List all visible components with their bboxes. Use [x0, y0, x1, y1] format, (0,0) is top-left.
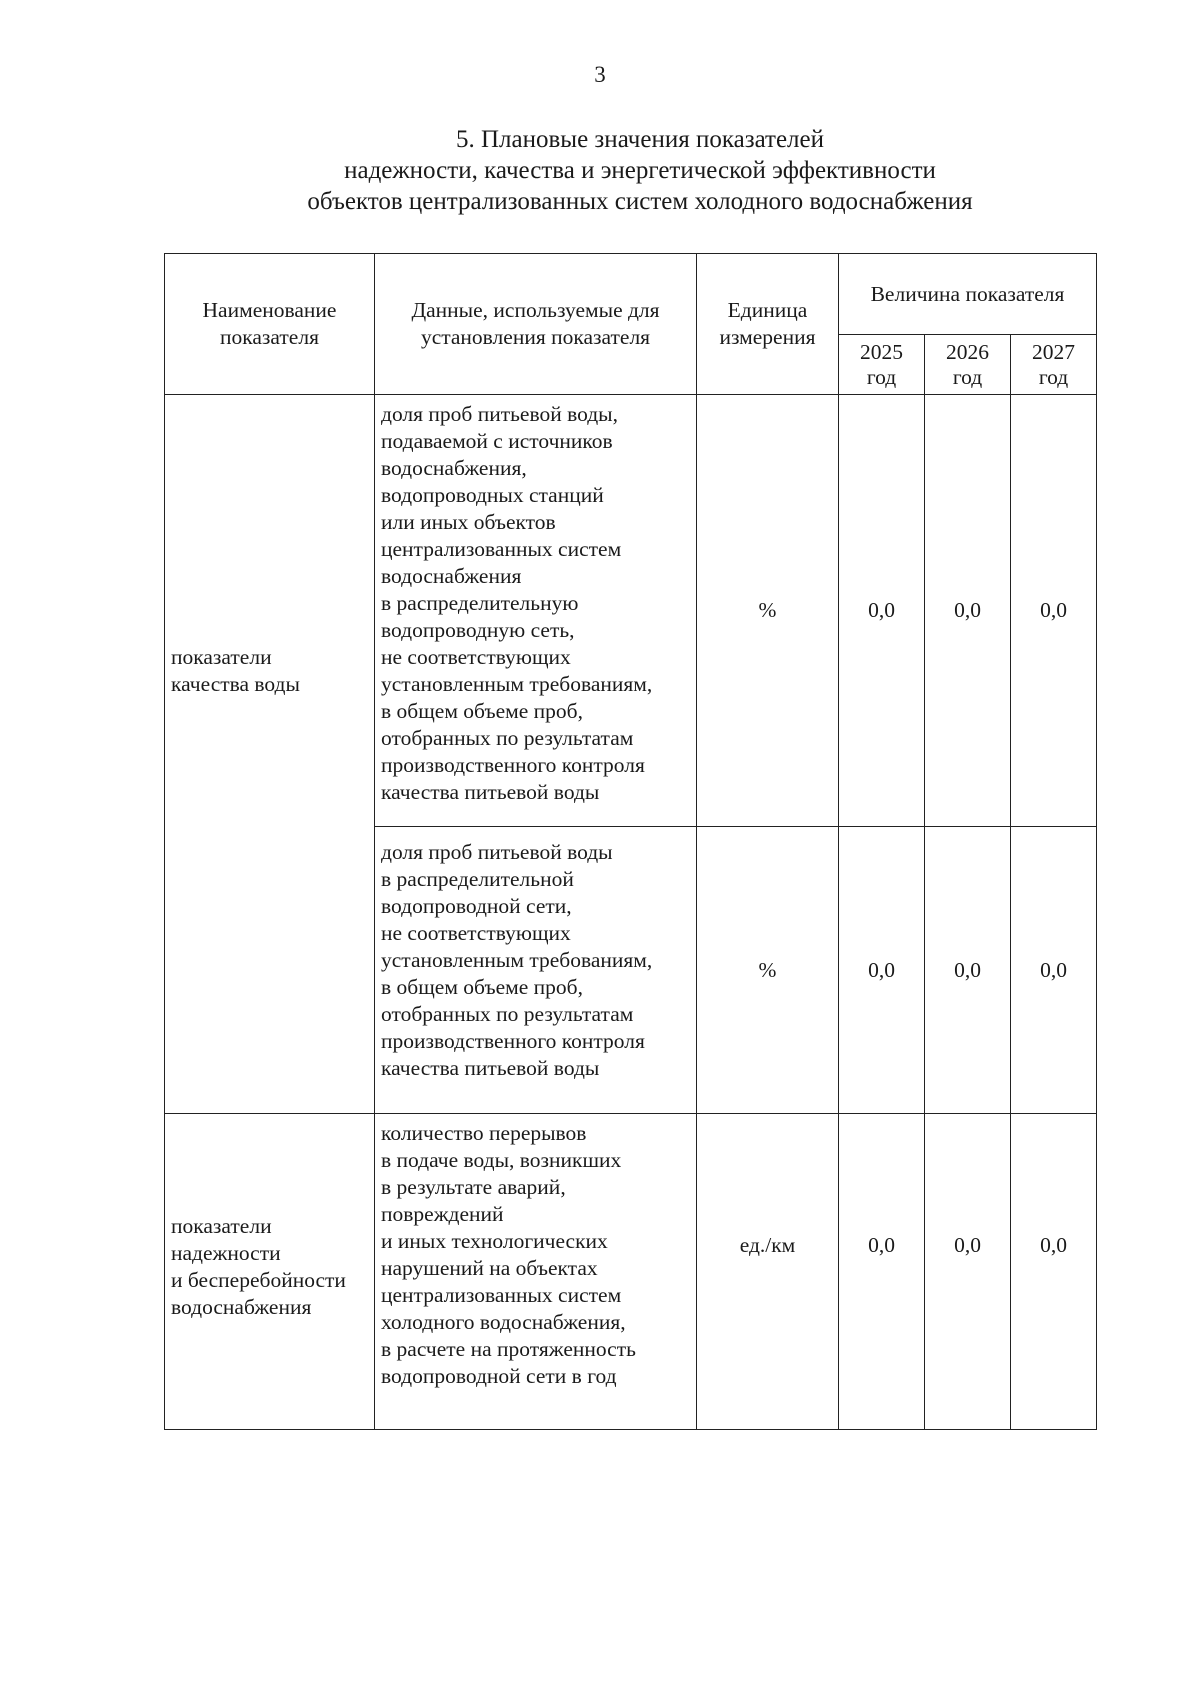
table-row — [165, 395, 1097, 827]
value-text: 0,0 — [1040, 1232, 1067, 1257]
value-2026: 0,0 — [925, 827, 1011, 1114]
data-line: отобранных по результатам — [381, 1002, 634, 1026]
value-2025: 0,0 — [839, 395, 925, 827]
data-line: в расчете на протяженность — [381, 1337, 636, 1361]
value-text: 0,0 — [954, 1232, 981, 1257]
header-row — [165, 254, 1097, 335]
data-line: водопроводных станций — [381, 483, 604, 507]
data-line: в результате аварий, — [381, 1175, 566, 1199]
value-text: 0,0 — [868, 1232, 895, 1257]
data-line: в распределительной — [381, 867, 574, 891]
data-line: или иных объектов — [381, 510, 556, 534]
data-line: подаваемой с источников — [381, 429, 613, 453]
data-line: качества питьевой воды — [381, 780, 600, 804]
value-2026 — [925, 1114, 1011, 1430]
title-line: объектов централизованных систем холодного водоснабжения — [307, 188, 973, 215]
indicator-unit: % — [697, 827, 839, 1114]
year-suffix: год — [1038, 364, 1069, 389]
table-row — [165, 1114, 1097, 1430]
page-number: 3 — [594, 62, 606, 87]
data-line: водопроводной сети, — [381, 894, 572, 918]
title-line: надежности, качества и энергетической эффективности — [344, 157, 936, 184]
year-number: 2026 — [946, 339, 989, 364]
title-line: 5. Плановые значения показателей — [455, 126, 825, 153]
header-data: Данные, используемые для установления показателя — [375, 254, 697, 395]
header-year-2027 — [1011, 335, 1097, 395]
data-line: доля проб питьевой воды — [381, 840, 613, 864]
value-2025: 0,0 — [839, 827, 925, 1114]
header-unit: Единица измерения — [697, 254, 839, 395]
indicator-name-line: показатели — [171, 1213, 272, 1238]
header-year-2026 — [925, 335, 1011, 395]
indicator-name-line: надежности — [171, 1240, 281, 1265]
indicator-unit: % — [697, 395, 839, 827]
unit-text: ед./км — [739, 1232, 796, 1257]
data-line: нарушений на объектах — [381, 1256, 598, 1280]
data-line: установленным требованиям, — [381, 948, 653, 972]
data-line: качества питьевой воды — [381, 1056, 600, 1080]
header-value-group: Величина показателя — [839, 254, 1097, 335]
data-line: водоснабжения, — [381, 456, 527, 480]
data-line: отобранных по результатам — [381, 726, 634, 750]
value-2027: 0,0 — [1011, 827, 1097, 1114]
data-line: повреждений — [381, 1202, 504, 1226]
data-line: водопроводную сеть, — [381, 618, 575, 642]
year-number: 2025 — [860, 339, 903, 364]
data-line: в подаче воды, возникших — [381, 1148, 622, 1172]
data-line: производственного контроля — [381, 753, 645, 777]
value-2026: 0,0 — [925, 395, 1011, 827]
data-line: в распределительную — [381, 591, 579, 615]
data-line: в общем объеме проб, — [381, 699, 583, 723]
data-line: холодного водоснабжения, — [381, 1310, 626, 1334]
data-line: не соответствующих — [381, 921, 571, 945]
indicators-table — [164, 253, 1097, 1430]
value-2027 — [1011, 1114, 1097, 1430]
data-line: производственного контроля — [381, 1029, 645, 1053]
data-line: не соответствующих — [381, 645, 571, 669]
value-2025 — [839, 1114, 925, 1430]
data-line: централизованных систем — [381, 1283, 622, 1307]
data-line: водопроводной сети в год — [381, 1364, 617, 1388]
indicator-name-water-quality — [165, 395, 375, 1114]
data-line: количество перерывов — [381, 1121, 587, 1145]
indicator-name-line: водоснабжения — [171, 1294, 312, 1319]
data-line: доля проб питьевой воды, — [381, 402, 619, 426]
data-line: централизованных систем — [381, 537, 622, 561]
data-line: водоснабжения — [381, 564, 522, 588]
year-number: 2027 — [1032, 339, 1075, 364]
indicator-name-reliability — [165, 1114, 375, 1430]
header-year-2025 — [839, 335, 925, 395]
indicator-unit — [697, 1114, 839, 1430]
header-name: Наименование показателя — [165, 254, 375, 395]
year-suffix: год — [952, 364, 983, 389]
indicator-name-line: качества воды — [171, 672, 300, 696]
data-line: установленным требованиям, — [381, 672, 653, 696]
indicator-name-line: показатели — [171, 645, 272, 669]
value-2027: 0,0 — [1011, 395, 1097, 827]
indicator-data — [375, 827, 697, 1114]
indicator-name-line: и бесперебойности — [171, 1267, 346, 1292]
data-line: и иных технологических — [381, 1229, 608, 1253]
year-suffix: год — [866, 364, 897, 389]
data-line: в общем объеме проб, — [381, 975, 583, 999]
indicator-data — [375, 395, 697, 827]
section-title — [160, 124, 1120, 217]
indicator-data — [375, 1114, 697, 1430]
